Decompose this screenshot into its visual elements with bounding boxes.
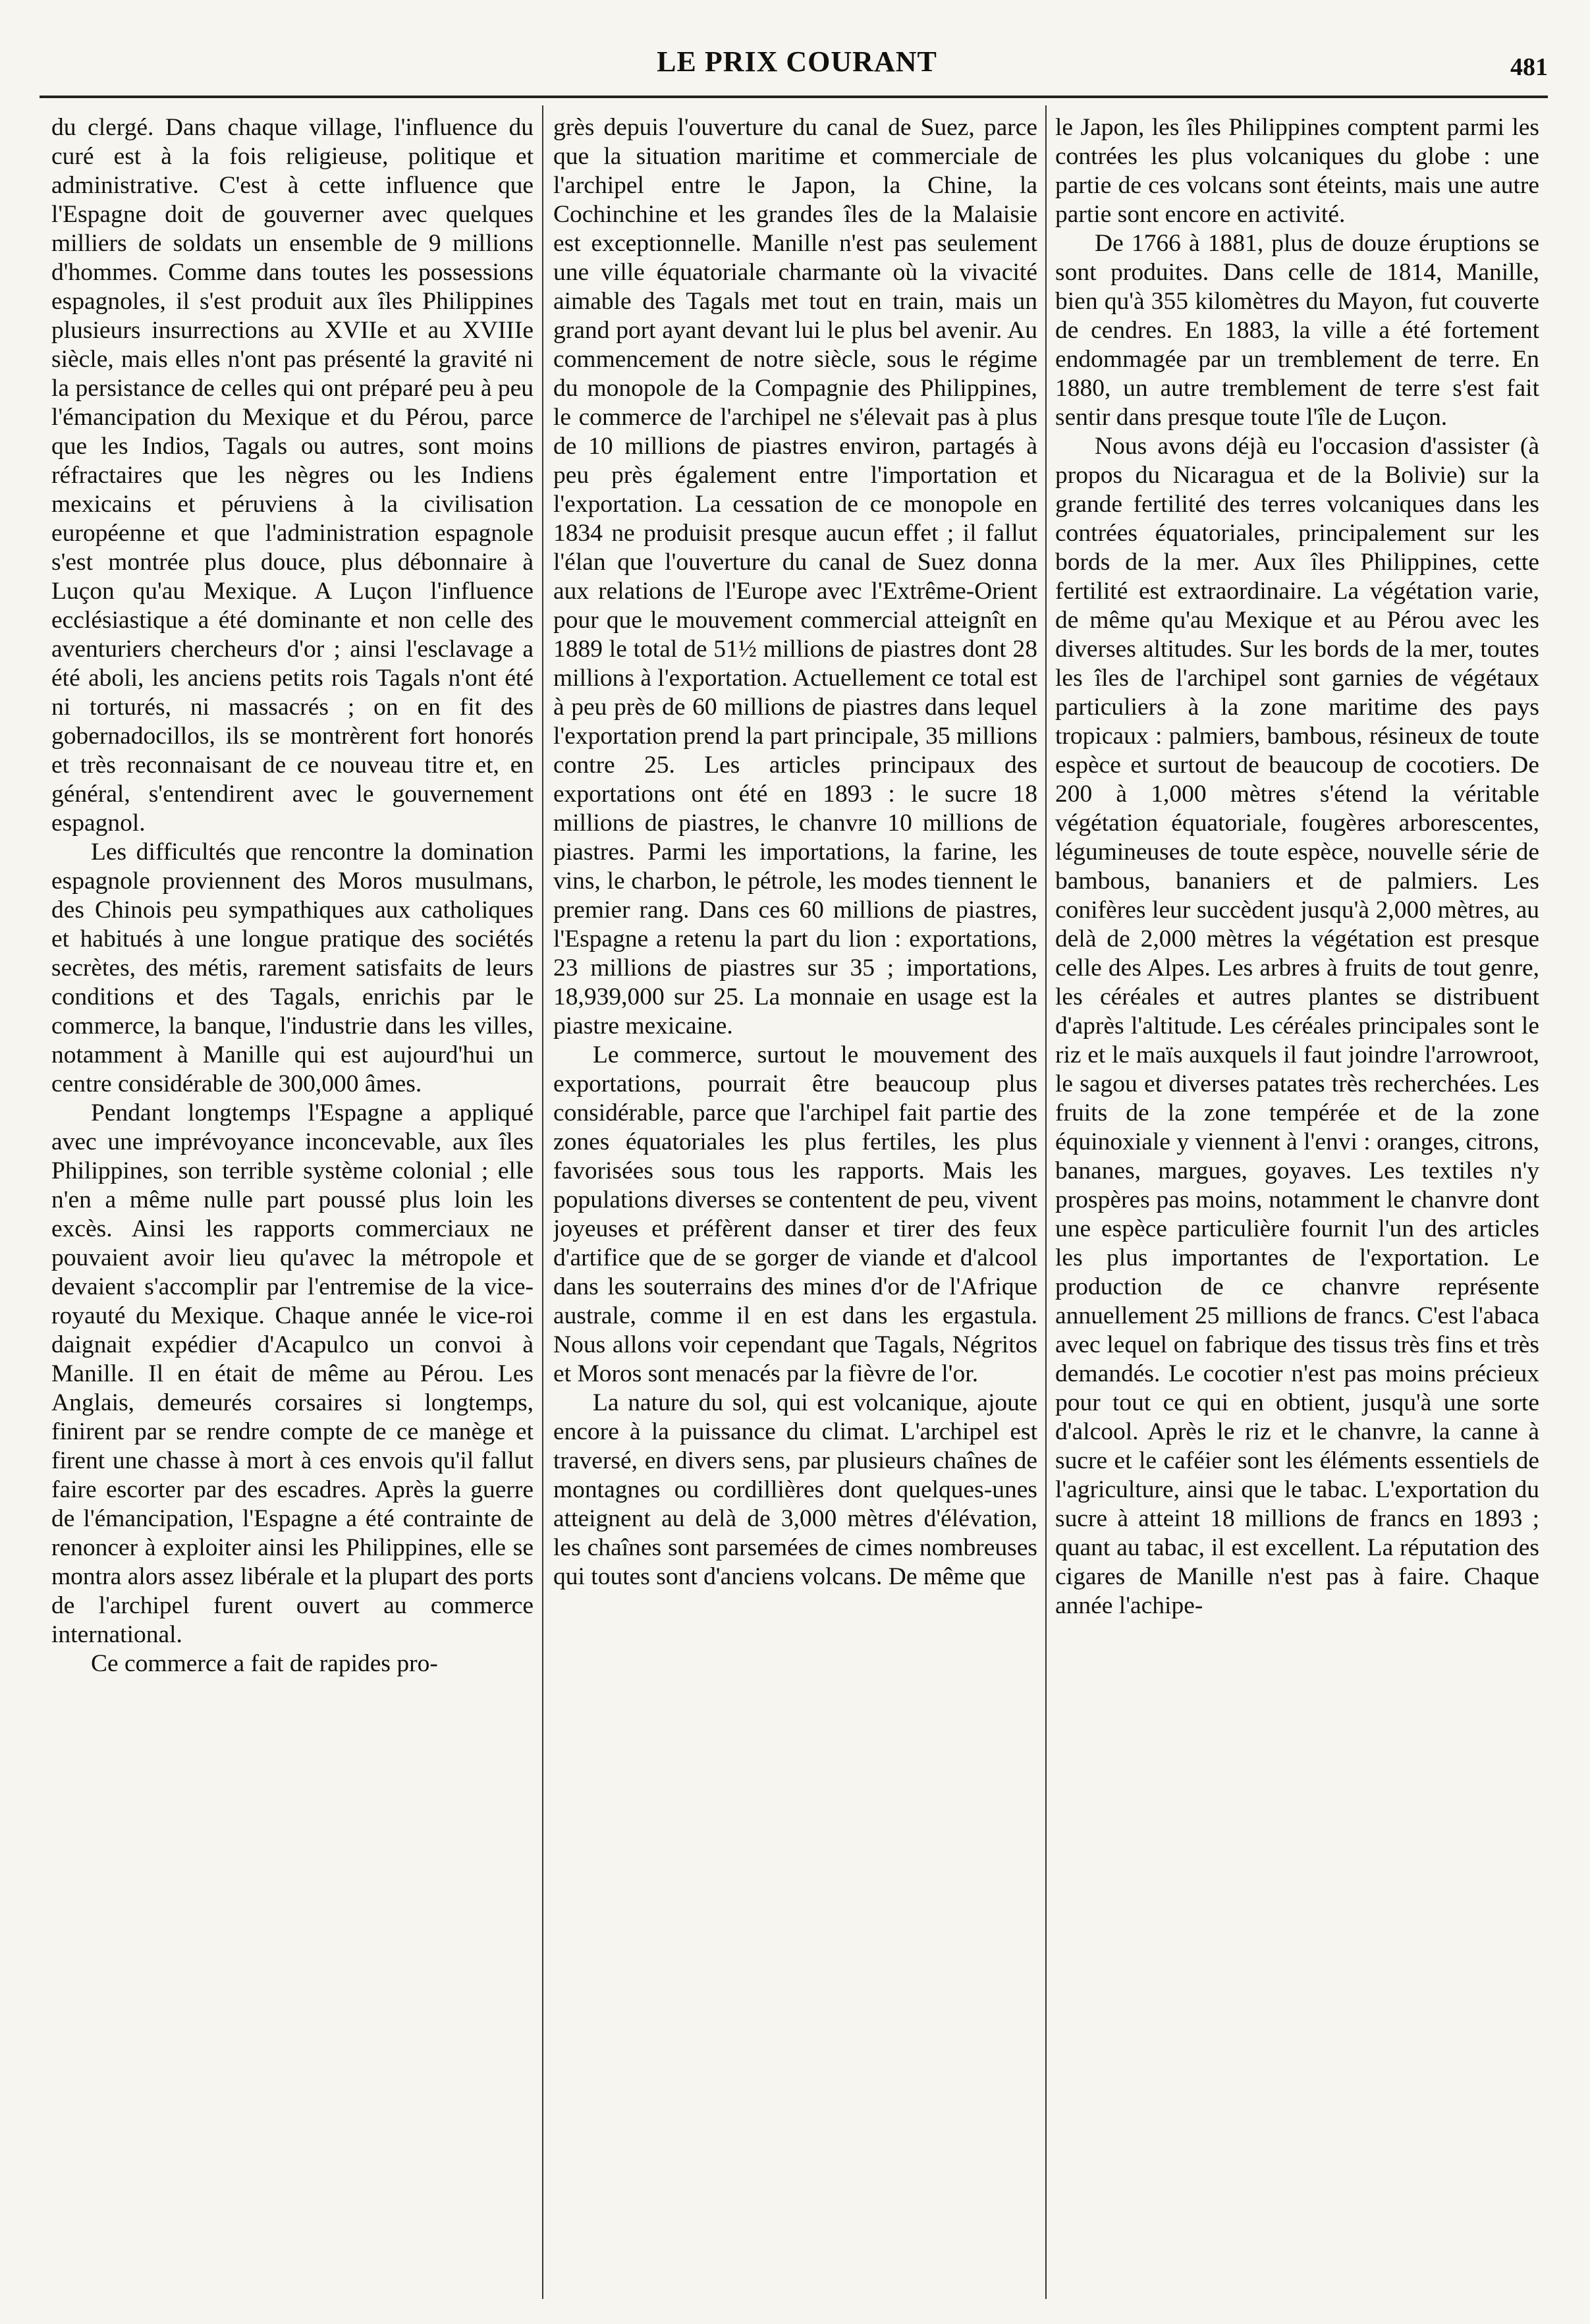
paragraph: du clergé. Dans chaque village, l'influence du curé est à la fois religieuse, politique et administrative. C'est à cette influence que l'Espagne doit de gouverner avec quelques milliers de soldats un ensemble de 9 millions d'hommes. Comme dans toutes les possessions espagnoles, il s'est produit aux îles Philippines plusieurs insurrections au XVIIe et au XVIIIe siècle, mais elles n'ont pas présenté la gravité ni la persistance de celles qui ont préparé peu à peu l'émancipation du Mexique et du Pérou, parce que les Indios, Tagals ou autres, sont moins réfractaires que les nègres ou les Indiens mexicains et péruviens à la civilisation européenne et que l'administration espagnole s'est montrée plus douce, plus débonnaire à Luçon qu'au Mexique. A Luçon l'influence ecclésiastique a été dominante et non celle des aventuriers chercheurs d'or ; ainsi l'esclavage a été aboli, les anciens petits rois Tagals n'ont été ni torturés, ni massacrés ; on en fit des gobernadocillos, ils se montrèrent fort honorés et très reconnaisant de ce nouveau titre et, en général, s'entendirent avec le gouvernement espagnol. bbox=[51, 114, 534, 837]
paragraph: Le commerce, surtout le mouvement des exportations, pourrait être beaucoup plus considérable, parce que l'archipel fait partie des zones équatoriales les plus fertiles, les plus favorisées sous tous les rapports. Mais les populations diverses se contentent de peu, vivent joyeuses et préfèrent danser et tirer des feux d'artifice que de se gorger de viande et d'alcool dans les souterrains des mines d'or de l'Afrique australe, comme il en est dans les ergastula. Nous allons voir cependant que Tagals, Négritos et Moros sont menacés par la fièvre de l'or. bbox=[553, 1041, 1037, 1387]
column-1 bbox=[51, 113, 534, 2287]
paragraph: De 1766 à 1881, plus de douze éruptions se sont produites. Dans celle de 1814, Manille, bien qu'à 355 kilomètres du Mayon, fut couverte de cendres. En 1883, la ville a été fortement endommagée par un tremblement de terre. En 1880, un autre tremblement de terre s'est fait sentir dans presque toute l'île de Luçon. bbox=[1055, 230, 1539, 431]
column-3 bbox=[1055, 113, 1539, 2287]
running-title: LE PRIX COURANT bbox=[657, 45, 937, 78]
column-2 bbox=[553, 113, 1037, 2287]
page-number: 481 bbox=[1510, 53, 1548, 81]
paragraph: Ce commerce a fait de rapides pro- bbox=[91, 1650, 438, 1677]
paragraph: Pendant longtemps l'Espagne a appliqué avec une imprévoyance inconcevable, aux îles Philippines, son terrible système colonial ; elle n'en a même nulle part poussé plus loin les excès. Ainsi les rapports commerciaux ne pouvaient avoir lieu qu'avec la métropole et devaient s'accomplir par l'entremise de la vice-royauté du Mexique. Chaque année le vice-roi daignait expédier d'Acapulco un convoi à Manille. Il en était de même au Pérou. Les Anglais, demeurés corsaires si longtemps, finirent par se rendre compte de ce manège et firent une chasse à mort à ces envois qu'il fallut faire escorter par des escadres. Après la guerre de l'émancipation, l'Espagne a été contrainte de renoncer à exploiter ainsi les Philippines, elle se montra alors assez libérale et la plupart des ports de l'archipel furent ouvert au commerce international. bbox=[51, 1099, 534, 1648]
column-divider-2 bbox=[1045, 105, 1047, 2299]
header-rule bbox=[40, 96, 1548, 98]
paragraph: Les difficultés que rencontre la domination espagnole proviennent des Moros musulmans, des Chinois peu sympathiques aux catholiques et habitués à une longue pratique des sociétés secrètes, des métis, rarement satisfaits de leurs conditions et des Tagals, enrichis par le commerce, la banque, l'industrie dans les villes, notamment à Manille qui est aujourd'hui un centre considérable de 300,000 âmes. bbox=[51, 839, 534, 1097]
paragraph: Nous avons déjà eu l'occasion d'assister (à propos du Nicaragua et de la Bolivie) sur la grande fertilité des terres volcaniques dans les contrées équatoriales, principalement sur les bords de la mer. Aux îles Philippines, cette fertilité est extraordinaire. La végétation varie, de même qu'au Mexique et au Pérou avec les diverses altitudes. Sur les bords de la mer, toutes les îles de l'archipel sont garnies de végétaux particuliers à la zone maritime des pays tropicaux : palmiers, bambous, résineux de toute espèce et surtout de beaucoup de cocotiers. De 200 à 1,000 mètres s'étend la véritable végétation équatoriale, fougères arborescentes, légumineuses de toute espèce, nouvelle série de bambous, bananiers et de palmiers. Les conifères leur succèdent jusqu'à 2,000 mètres, au delà de 2,000 mètres la végétation est presque celle des Alpes. Les arbres à fruits de tout genre, les céréales et autres plantes se distribuent d'après l'altitude. Les céréales principales sont le riz et le maïs auxquels il faut joindre l'arrowroot, le sagou et diverses patates très recherchées. Les fruits de la zone tempérée et de la zone équinoxiale y viennent à l'envi : oranges, citrons, bananes, margues, goyaves. Les textiles n'y prospères pas moins, notamment le chanvre dont une espèce particulière fournit l'un des articles les plus importantes de l'exportation. Le production de ce chanvre représente annuellement 25 millions de francs. C'est l'abaca avec lequel on fabrique des tissus très fins et très demandés. Le cocotier n'est pas moins précieux pour tout ce qui en obtient, jusqu'à une sorte d'alcool. Après le riz et le chanvre, la canne à sucre et le caféier sont les éléments essentiels de l'agriculture, ainsi que le tabac. L'exportation du sucre à atteint 18 millions de francs en 1893 ; quant au tabac, il est excellent. La réputation des cigares de Manille n'est pas à faire. Chaque année l'achipe- bbox=[1055, 433, 1539, 1619]
paragraph: le Japon, les îles Philippines comptent parmi les contrées les plus volcaniques du globe : une partie de ces volcans sont éteints, mais une autre partie sont encore en activité. bbox=[1055, 114, 1539, 228]
column-divider-1 bbox=[542, 105, 543, 2299]
paragraph: grès depuis l'ouverture du canal de Suez, parce que la situation maritime et commerciale de l'archipel entre le Japon, la Chine, la Cochinchine et les grandes îles de la Malaisie est exceptionnelle. Manille n'est pas seulement une ville équatoriale charmante où la vivacité aimable des Tagals met tout en train, mais un grand port ayant devant lui le plus bel avenir. Au commencement de notre siècle, sous le régime du monopole de la Compagnie des Philippines, le commerce de l'archipel ne s'élevait pas à plus de 10 millions de piastres environ, partagés à peu près également entre l'importation et l'exportation. La cessation de ce monopole en 1834 ne produisit presque aucun effet ; il fallut l'élan que l'ouverture du canal de Suez donna aux relations de l'Europe avec l'Extrême-Orient pour que le mouvement commercial atteignît en 1889 le total de 51½ millions de piastres dont 28 millions à l'exportation. Actuellement ce total est à peu près de 60 millions de piastres dans lequel l'exportation prend la part principale, 35 millions contre 25. Les articles principaux des exportations ont été en 1893 : le sucre 18 millions de piastres, le chanvre 10 millions de piastres. Parmi les importations, la farine, les vins, le charbon, le pétrole, les modes tiennent le premier rang. Dans ces 60 millions de piastres, l'Espagne a retenu la part du lion : exportations, 23 millions de piastres sur 35 ; importations, 18,939,000 sur 25. La monnaie en usage est la piastre mexicaine. bbox=[553, 114, 1037, 1039]
paragraph: La nature du sol, qui est volcanique, ajoute encore à la puissance du climat. L'archipel est traversé, en divers sens, par plusieurs chaînes de montagnes ou cordillières dont quelques-unes atteignent au delà de 3,000 mètres d'élévation, les chaînes sont parsemées de cimes nombreuses qui toutes sont d'anciens volcans. De même que bbox=[553, 1389, 1037, 1590]
page-header bbox=[40, 40, 1554, 99]
